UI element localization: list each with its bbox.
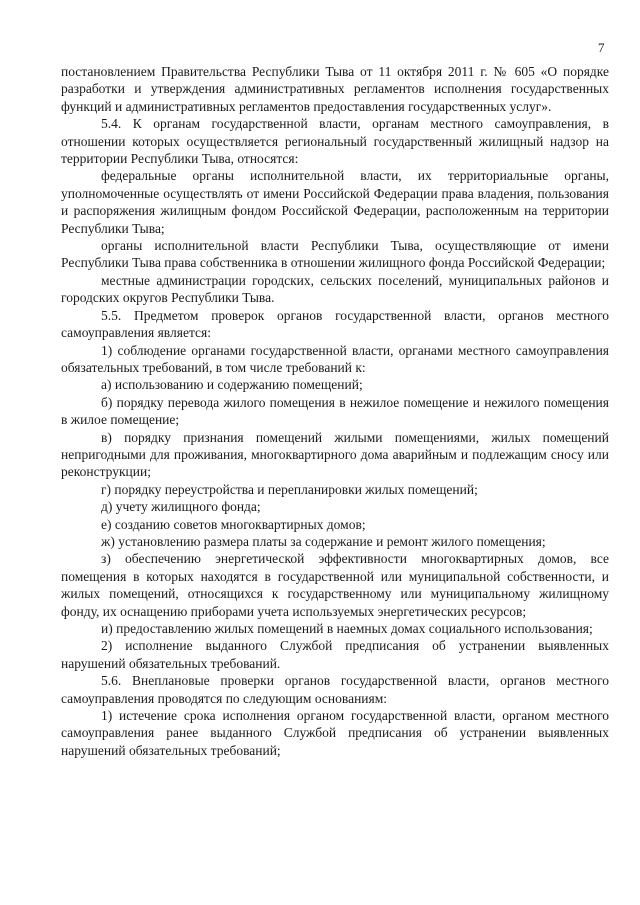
paragraph: федеральные органы исполнительной власти, их территориальные органы, уполномоченные осуществлять от имени Российской Федерации права владения, пользования и распоряжения жилищным фондом Российской Федерации, расположенным на территории Республики Тыва; [61, 168, 609, 236]
paragraph: и) предоставлению жилых помещений в наемных домах социального использования; [101, 621, 593, 636]
paragraph: ж) установлению размера платы за содержание и ремонт жилого помещения; [101, 533, 546, 549]
paragraph: д) учету жилищного фонда; [101, 499, 261, 515]
paragraph: 5.5. Предметом проверок органов государственной власти, органов местного самоуправления является: [61, 307, 609, 341]
paragraph: б) порядку перевода жилого помещения в нежилое помещение и нежилого помещения в жилое помещение; [61, 394, 609, 428]
paragraph: 2) исполнение выданного Службой предписания об устранении выявленных нарушений обязательных требований. [61, 638, 609, 671]
paragraph: г) порядку переустройства и перепланировки жилых помещений; [101, 481, 478, 497]
paragraph: з) обеспечению энергетической эффективности многоквартирных домов, все помещения в которых находятся в государственной или муниципальной собственности, и жилых помещений, относящихся к государственному или муниципальному жилищному фонду, их оснащению приборами учета используемых энергетических ресурсов; [61, 551, 609, 619]
paragraph: 5.4. К органам государственной власти, органам местного самоуправления, в отношении которых осуществляется региональный государственный жилищный надзор на территории Республики Тыва, относятся: [61, 116, 609, 167]
paragraph: 5.6. Внеплановые проверки органов государственной власти, органов местного самоуправления проводятся по следующим основаниям: [61, 673, 609, 706]
document-body [61, 63, 609, 759]
paragraph: 1) истечение срока исполнения органом государственной власти, органом местного самоуправления ранее выданного Службой предписания об устранении выявленных нарушений обязательных требований; [61, 708, 609, 758]
page-number: 7 [598, 40, 605, 55]
paragraph: в) порядку признания помещений жилыми помещениями, жилых помещений непригодными для проживания, многоквартирного дома аварийным и подлежащим сносу или реконструкции; [61, 429, 609, 480]
paragraph: местные администрации городских, сельских поселений, муниципальных районов и городских округов Республики Тыва. [61, 272, 609, 306]
paragraph: е) созданию советов многоквартирных домов; [101, 516, 366, 532]
paragraph: органы исполнительной власти Республики Тыва, осуществляющие от имени Республики Тыва права собственника в отношении жилищного фонда Российской Федерации; [61, 238, 609, 271]
paragraph: а) использованию и содержанию помещений; [101, 377, 363, 393]
paragraph: постановлением Правительства Республики Тыва от 11 октября 2011 г. № 605 «О порядке разработки и утверждения административных регламентов исполнения государственных функций и административных регламентов предоставления государственных услуг». [61, 64, 609, 114]
paragraph: 1) соблюдение органами государственной власти, органами местного самоуправления обязательных требований, в том числе требований к: [61, 342, 609, 375]
